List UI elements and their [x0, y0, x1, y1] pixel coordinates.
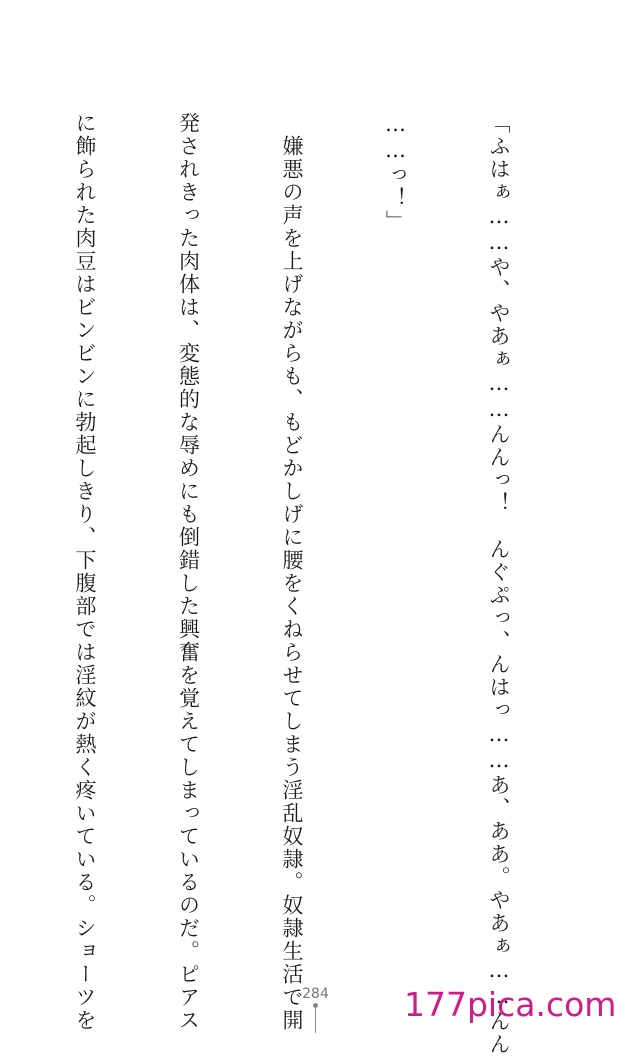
text-line: ……っ！」 [383, 112, 408, 233]
text-line: 発されきった肉体は、変態的な辱めにも倒錯した興奮を覚えてしまっているのだ。ピアス [176, 112, 201, 1032]
text-line: に飾られた肉豆はビンビンに勃起しきり、下腹部では淫紋が熱く疼いている。ショーツを [73, 112, 97, 1032]
watermark: 177pica.com [404, 985, 617, 1024]
page-number: 284 [302, 986, 329, 1002]
text-line: 「ふはぁ……や、やあぁ……んんっ！ んぐぷっ、んはっ……あ、ああ。やあぁ……んん [487, 112, 511, 1056]
page-marker-line [315, 1006, 316, 1033]
text-line: 嫌悪の声を上げながらも、もどかしげに腰をくねらせてしまう淫乱奴隷。奴隷生活で開 [280, 112, 304, 1032]
